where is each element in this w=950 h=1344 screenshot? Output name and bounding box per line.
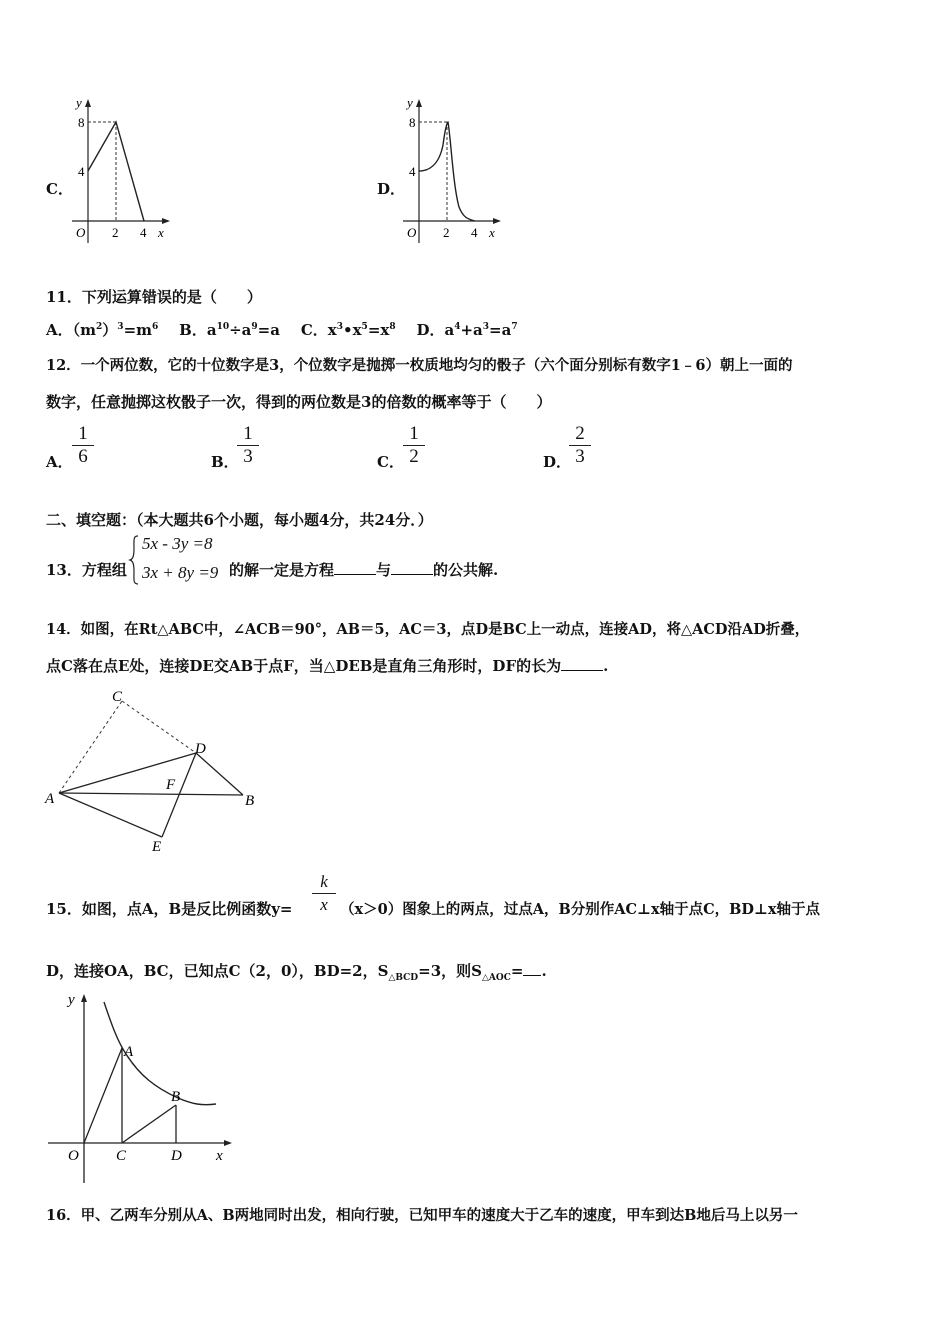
q12-option-b-fraction: 1 3 [237,424,259,467]
answer-blank[interactable] [523,963,541,976]
q14-figure [40,685,265,855]
q12-option-a-label: A． [46,453,73,471]
q13-tail: 的解一定是方程 与 的公共解. [229,561,499,579]
y-tick-8: 8 [78,115,85,130]
graph-d [395,95,507,247]
q12-line2: 数字，任意抛掷这枚骰子一次，得到的两位数是3的倍数的概率等于（ ） [46,393,552,411]
x-tick-4: 4 [140,225,147,240]
graph-curve [419,122,475,221]
q12-option-c-fraction: 1 2 [403,424,425,467]
q14-line2: 点C落在点E处，连接DE交AB于点F，当△DEB是直角三角形时，DF的长为 . [46,657,609,675]
q15-line2: D，连接OA，BC，已知点C（2，0），BD=2，$S_{\triangle BCD}=3$，则$S_{\triangle AOC}=$ . [46,962,547,983]
q11-option-a: A．$(m^2)^3=m^6$ [46,321,159,339]
q11-option-d: D．$a^4+a^3=a^7$ [416,321,518,339]
segment-cb [122,1105,176,1143]
x-arrow-icon [224,1140,232,1146]
x-arrow-icon [493,218,501,224]
q15-line1-pre: 15．如图，点A，B是反比例函数y= [46,900,293,918]
q15-fraction: k x [312,872,336,915]
point-d-label: D [195,741,206,757]
y-arrow-icon [85,99,91,107]
y-arrow-icon [81,994,87,1002]
answer-blank[interactable] [561,658,603,671]
q12-option-c-label: C． [377,453,404,471]
q12-option-b-label: B． [211,453,239,471]
point-e-label: E [152,839,162,855]
point-b-label: B [245,793,255,809]
graph-line [88,122,144,221]
q16-line1: 16．甲、乙两车分别从A、B两地同时出发，相向行驶，已知甲车的速度大于乙车的速度，甲车到达B地后马上以另一 [46,1207,798,1224]
x-axis-label: x [489,225,495,240]
x-tick-2: 2 [112,225,119,240]
q11-stem: 11．下列运算错误的是（ ） [46,288,262,306]
x-tick-2: 2 [443,225,450,240]
q13-equation-1: 5x - 3y =8 [142,534,213,553]
answer-blank[interactable] [334,562,376,575]
segment-ad [59,753,196,793]
answer-blank[interactable] [391,562,433,575]
y-tick-4: 4 [78,164,85,179]
dashed-cd [122,701,196,753]
brace-icon [128,534,140,586]
segment-oa [84,1048,122,1143]
q15-line1-post: （x＞0）图象上的两点，过点A，B分别作AC⊥x轴于点C，BD⊥x轴于点 [340,901,821,918]
point-a-label: A [124,1044,134,1060]
origin-label: O [76,225,86,240]
y-axis-label: y [68,992,75,1008]
segment-ae [59,793,162,837]
q11-option-c: C．$x^3•x^5=x^8$ [300,321,396,339]
point-a-label: A [45,791,55,807]
q14-line1: 14．如图，在Rt△ABC中，∠ACB＝90°，AB＝5，AC＝3，点D是BC上一动点，连接AD，将△ACD沿AD折叠， [46,621,810,638]
segment-db [196,753,243,795]
dashed-ac [59,701,122,793]
origin-label: O [407,225,417,240]
x-arrow-icon [162,218,170,224]
y-axis-label: y [76,95,82,110]
hyperbola-curve [104,1002,216,1105]
y-tick-8: 8 [409,115,416,130]
option-d-label: D． [377,180,406,198]
q12-option-d-fraction: 2 3 [569,424,591,467]
q12-line1: 12．一个两位数，它的十位数字是3，个位数字是抛掷一枚质地均匀的骰子（六个面分别标有数字1﹣6）朝上一面的 [46,357,793,374]
segment-ab [59,793,243,795]
q12-option-a-fraction: 1 6 [72,424,94,467]
q12-option-d-label: D． [543,453,572,471]
point-f-label: F [166,777,176,793]
point-c-label: C [116,1148,127,1164]
x-tick-4: 4 [471,225,478,240]
y-axis-label: y [407,95,413,110]
x-axis-label: x [216,1148,223,1164]
q15-figure [40,988,240,1188]
y-tick-4: 4 [409,164,416,179]
y-arrow-icon [416,99,422,107]
graph-c [64,95,176,247]
q13-prefix: 13．方程组 [46,561,127,579]
q13-equation-2: 3x + 8y =9 [142,563,219,582]
x-axis-label: x [158,225,164,240]
option-c-label: C． [46,180,73,198]
section-heading: 二、填空题：（本大题共6个小题，每小题4分，共24分．） [46,511,433,529]
origin-label: O [68,1148,79,1164]
q11-option-b: B．$a^{10}\div a^9=a$ [179,321,280,339]
point-b-label: B [171,1089,181,1105]
point-c-label: C [112,689,123,705]
point-d-label: D [171,1148,182,1164]
q11-options [46,319,518,340]
